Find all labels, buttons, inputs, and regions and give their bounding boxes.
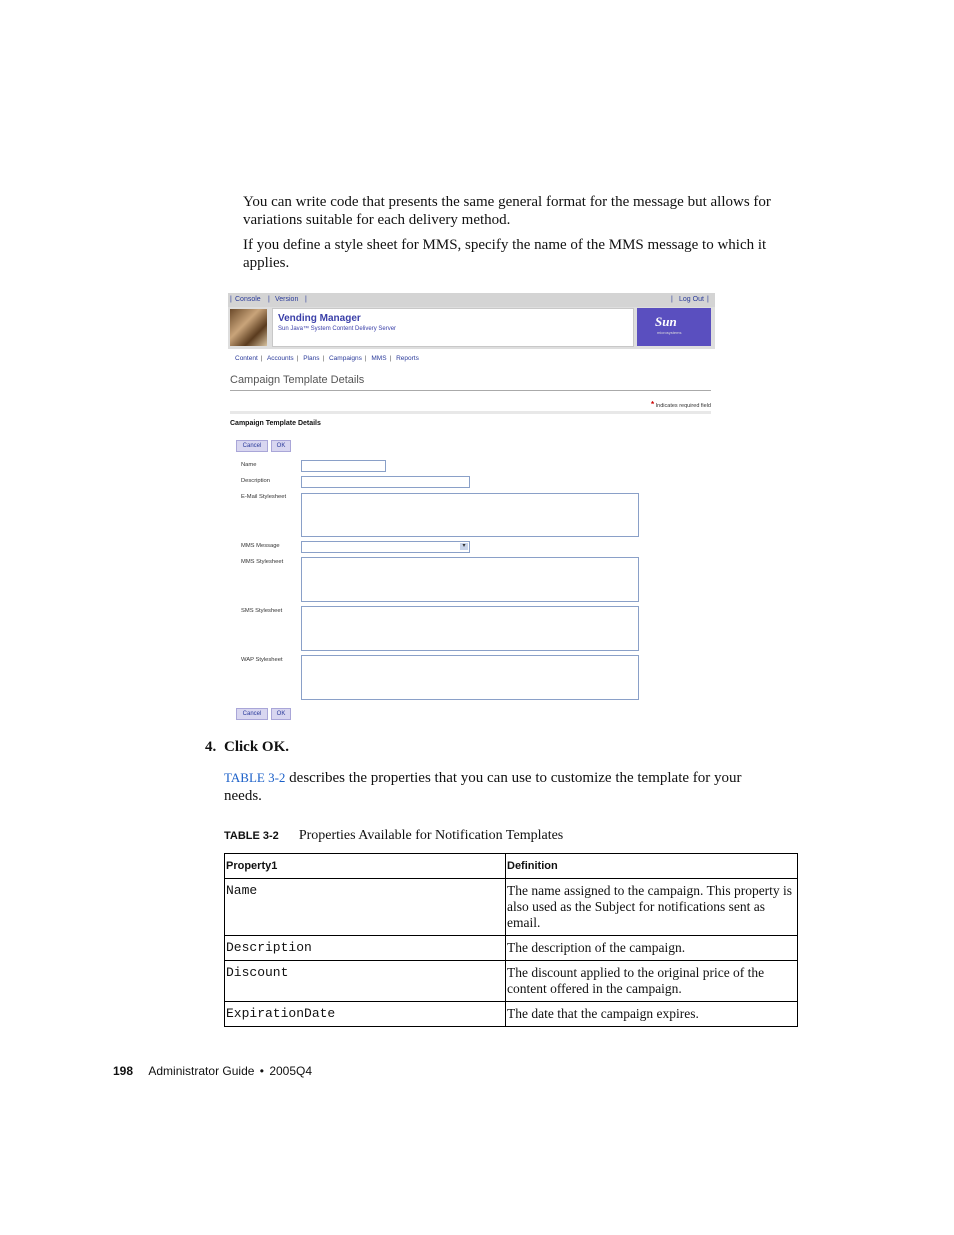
table-row bbox=[225, 1002, 798, 1027]
table-caption-text: Properties Available for Notification Templates bbox=[298, 828, 564, 843]
cancel-button-top[interactable]: Cancel bbox=[236, 440, 268, 452]
nav-accounts[interactable]: Accounts bbox=[266, 355, 294, 362]
nav-plans[interactable]: Plans bbox=[303, 355, 320, 362]
ok-button-top[interactable]: OK bbox=[271, 440, 291, 452]
table-header-row bbox=[225, 854, 798, 879]
name-label: Name bbox=[241, 462, 257, 468]
top-bar: | Console | Version | | Log Out | bbox=[228, 293, 715, 307]
reference-paragraph bbox=[224, 769, 774, 805]
table-link[interactable]: TABLE 3-2 bbox=[224, 770, 286, 785]
name-input[interactable] bbox=[301, 460, 386, 472]
step-number: 4. bbox=[205, 739, 217, 755]
app-title-box bbox=[272, 308, 634, 347]
cancel-button-bottom[interactable]: Cancel bbox=[236, 708, 268, 720]
version-link[interactable]: Version bbox=[275, 296, 299, 303]
step-item bbox=[205, 739, 289, 756]
step-text: Click OK. bbox=[224, 739, 290, 755]
intro-paragraph-1: You can write code that presents the same general format for the message but allows for variations suitable for each delivery method. bbox=[243, 194, 771, 228]
table-row bbox=[225, 879, 798, 936]
definition-cell: The description of the campaign. bbox=[506, 936, 798, 961]
definition-cell: The discount applied to the original price of the content offered in the campaign. bbox=[506, 961, 798, 1002]
mms-message-label: MMS Message bbox=[241, 543, 280, 549]
reference-text: describes the properties that you can use to customize the template for your needs. bbox=[224, 770, 742, 804]
required-note-text: Indicates required field bbox=[655, 403, 711, 409]
page-number: 198 bbox=[113, 1064, 134, 1078]
description-input[interactable] bbox=[301, 476, 470, 488]
footer-edition: 2005Q4 bbox=[269, 1064, 313, 1078]
definition-cell: The name assigned to the campaign. This property is also used as the Subject for notifications sent as email. bbox=[506, 879, 798, 936]
description-label: Description bbox=[241, 478, 270, 484]
table-row bbox=[225, 936, 798, 961]
mms-stylesheet-label: MMS Stylesheet bbox=[241, 559, 284, 565]
sun-logo bbox=[637, 308, 711, 346]
nav-mms[interactable]: MMS bbox=[371, 355, 387, 362]
main-nav: Content | Accounts | Plans | Campaigns | MMS | Reports bbox=[235, 355, 419, 362]
sms-stylesheet-label: SMS Stylesheet bbox=[241, 608, 283, 614]
page-footer bbox=[113, 1064, 312, 1078]
nav-campaigns[interactable]: Campaigns bbox=[328, 355, 362, 362]
divider bbox=[230, 411, 711, 414]
mms-message-select[interactable] bbox=[301, 541, 470, 553]
table-label: TABLE 3-2 bbox=[224, 830, 279, 842]
property-cell: Description bbox=[225, 936, 506, 961]
table-row bbox=[225, 961, 798, 1002]
chevron-down-icon: ▾ bbox=[460, 543, 468, 550]
app-banner bbox=[228, 307, 715, 349]
sun-logo-subtext: microsystems bbox=[657, 330, 682, 335]
email-stylesheet-label: E-Mail Stylesheet bbox=[241, 494, 287, 500]
app-subtitle: Sun Java™ System Content Delivery Server bbox=[278, 326, 397, 332]
properties-table bbox=[224, 853, 798, 1027]
section-title: Campaign Template Details bbox=[230, 420, 321, 427]
mms-stylesheet-textarea[interactable] bbox=[301, 557, 639, 602]
banner-image bbox=[230, 309, 267, 346]
footer-bullet: • bbox=[259, 1064, 264, 1078]
sun-logo-text: Sun bbox=[655, 314, 677, 329]
nav-reports[interactable]: Reports bbox=[396, 355, 419, 362]
property-cell: Discount bbox=[225, 961, 506, 1002]
page-heading: Campaign Template Details bbox=[230, 374, 365, 386]
header-property: Property1 bbox=[225, 854, 506, 879]
definition-cell: The date that the campaign expires. bbox=[506, 1002, 798, 1027]
required-note bbox=[651, 400, 711, 409]
sms-stylesheet-textarea[interactable] bbox=[301, 606, 639, 651]
footer-title: Administrator Guide bbox=[148, 1064, 255, 1078]
required-mark: * bbox=[651, 400, 655, 409]
header-definition: Definition bbox=[506, 854, 798, 879]
logout-link[interactable]: Log Out bbox=[679, 296, 704, 303]
intro-paragraph-2: If you define a style sheet for MMS, specify the name of the MMS message to which it applies. bbox=[243, 237, 767, 271]
wap-stylesheet-textarea[interactable] bbox=[301, 655, 639, 700]
property-cell: Name bbox=[225, 879, 506, 936]
property-cell: ExpirationDate bbox=[225, 1002, 506, 1027]
ok-button-bottom[interactable]: OK bbox=[271, 708, 291, 720]
app-title: Vending Manager bbox=[278, 313, 361, 324]
console-link[interactable]: Console bbox=[235, 296, 261, 303]
divider bbox=[230, 390, 711, 391]
email-stylesheet-textarea[interactable] bbox=[301, 493, 639, 537]
nav-content[interactable]: Content bbox=[235, 355, 258, 362]
table-caption bbox=[224, 826, 563, 844]
wap-stylesheet-label: WAP Stylesheet bbox=[241, 657, 283, 663]
campaign-template-screenshot bbox=[228, 293, 715, 720]
